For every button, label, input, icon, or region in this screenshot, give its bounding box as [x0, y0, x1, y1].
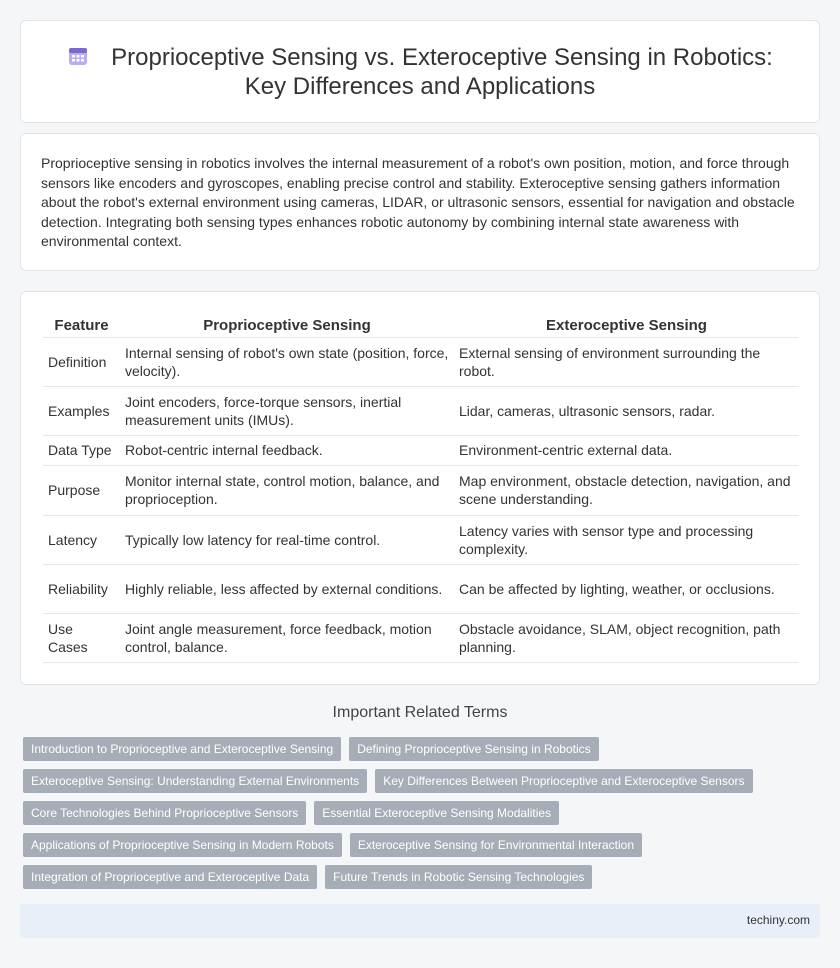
proprioceptive-cell: Highly reliable, less affected by external conditions.: [120, 564, 454, 613]
related-term-tag[interactable]: Essential Exteroceptive Sensing Modalities: [314, 801, 559, 825]
intro-paragraph: Proprioceptive sensing in robotics involves the internal measurement of a robot's own position, motion, and force through sensors like encoders and gyroscopes, enabling precise control and stability. Exteroceptive sensing gathers information about the robot's external environment using cameras, LIDAR, or ultrasonic sensors, essential for navigation and obstacle detection. Integrating both sensing types enhances robotic autonomy by combining internal state awareness with environmental context.: [41, 155, 795, 249]
related-term-tag[interactable]: Applications of Proprioceptive Sensing in Modern Robots: [23, 833, 342, 857]
feature-cell: Definition: [43, 337, 120, 386]
related-term-tag[interactable]: Integration of Proprioceptive and Exteroceptive Data: [23, 865, 317, 889]
related-term-tag[interactable]: Exteroceptive Sensing: Understanding External Environments: [23, 769, 367, 793]
comparison-table-card: [20, 291, 820, 685]
proprioceptive-cell: Typically low latency for real-time control.: [120, 515, 454, 564]
related-term-tag[interactable]: Key Differences Between Proprioceptive and Exteroceptive Sensors: [375, 769, 752, 793]
footer: [20, 904, 820, 938]
table-row: [43, 564, 799, 613]
tag-row: [23, 769, 803, 793]
exteroceptive-cell: Latency varies with sensor type and processing complexity.: [454, 515, 799, 564]
table-row: [43, 386, 799, 435]
tag-row: [23, 737, 803, 761]
exteroceptive-cell: Environment-centric external data.: [454, 435, 799, 465]
feature-cell: Latency: [43, 515, 120, 564]
proprioceptive-cell: Joint encoders, force-torque sensors, inertial measurement units (IMUs).: [120, 386, 454, 435]
table-row: [43, 337, 799, 386]
footer-site-link[interactable]: techiny.com: [746, 913, 810, 927]
table-header-row: [43, 315, 799, 337]
exteroceptive-cell: Can be affected by lighting, weather, or occlusions.: [454, 564, 799, 613]
header-proprioceptive: Proprioceptive Sensing: [120, 315, 454, 337]
tag-row: [23, 833, 803, 857]
page-title-text: Proprioceptive Sensing vs. Exteroceptive Sensing in Robotics: Key Differences and Applications: [111, 44, 773, 100]
related-term-tag[interactable]: Exteroceptive Sensing for Environmental Interaction: [350, 833, 642, 857]
related-term-tag[interactable]: Core Technologies Behind Proprioceptive Sensors: [23, 801, 306, 825]
exteroceptive-cell: Map environment, obstacle detection, navigation, and scene understanding.: [454, 465, 799, 515]
proprioceptive-cell: Robot-centric internal feedback.: [120, 435, 454, 465]
related-terms-list: [23, 737, 803, 897]
comparison-table: [43, 315, 799, 663]
tag-row: [23, 801, 803, 825]
related-term-tag[interactable]: Introduction to Proprioceptive and Exteroceptive Sensing: [23, 737, 341, 761]
feature-cell: Examples: [43, 386, 120, 435]
title-card: [20, 20, 820, 123]
exteroceptive-cell: Lidar, cameras, ultrasonic sensors, radar.: [454, 386, 799, 435]
table-row: [43, 465, 799, 515]
page-title: [21, 43, 819, 101]
table-row: [43, 435, 799, 465]
calendar-icon: [67, 45, 89, 67]
feature-cell: Reliability: [43, 564, 120, 613]
header-feature: Feature: [43, 315, 120, 337]
intro-card: [20, 133, 820, 271]
related-terms-heading: Important Related Terms: [332, 704, 508, 721]
exteroceptive-cell: Obstacle avoidance, SLAM, object recognition, path planning.: [454, 613, 799, 662]
feature-cell: Use Cases: [43, 613, 120, 662]
proprioceptive-cell: Internal sensing of robot's own state (position, force, velocity).: [120, 337, 454, 386]
proprioceptive-cell: Monitor internal state, control motion, balance, and proprioception.: [120, 465, 454, 515]
header-exteroceptive: Exteroceptive Sensing: [454, 315, 799, 337]
feature-cell: Data Type: [43, 435, 120, 465]
table-row: [43, 515, 799, 564]
feature-cell: Purpose: [43, 465, 120, 515]
related-term-tag[interactable]: Defining Proprioceptive Sensing in Robotics: [349, 737, 598, 761]
exteroceptive-cell: External sensing of environment surrounding the robot.: [454, 337, 799, 386]
table-row: [43, 613, 799, 662]
proprioceptive-cell: Joint angle measurement, force feedback, motion control, balance.: [120, 613, 454, 662]
related-term-tag[interactable]: Future Trends in Robotic Sensing Technologies: [325, 865, 592, 889]
tag-row: [23, 865, 803, 889]
